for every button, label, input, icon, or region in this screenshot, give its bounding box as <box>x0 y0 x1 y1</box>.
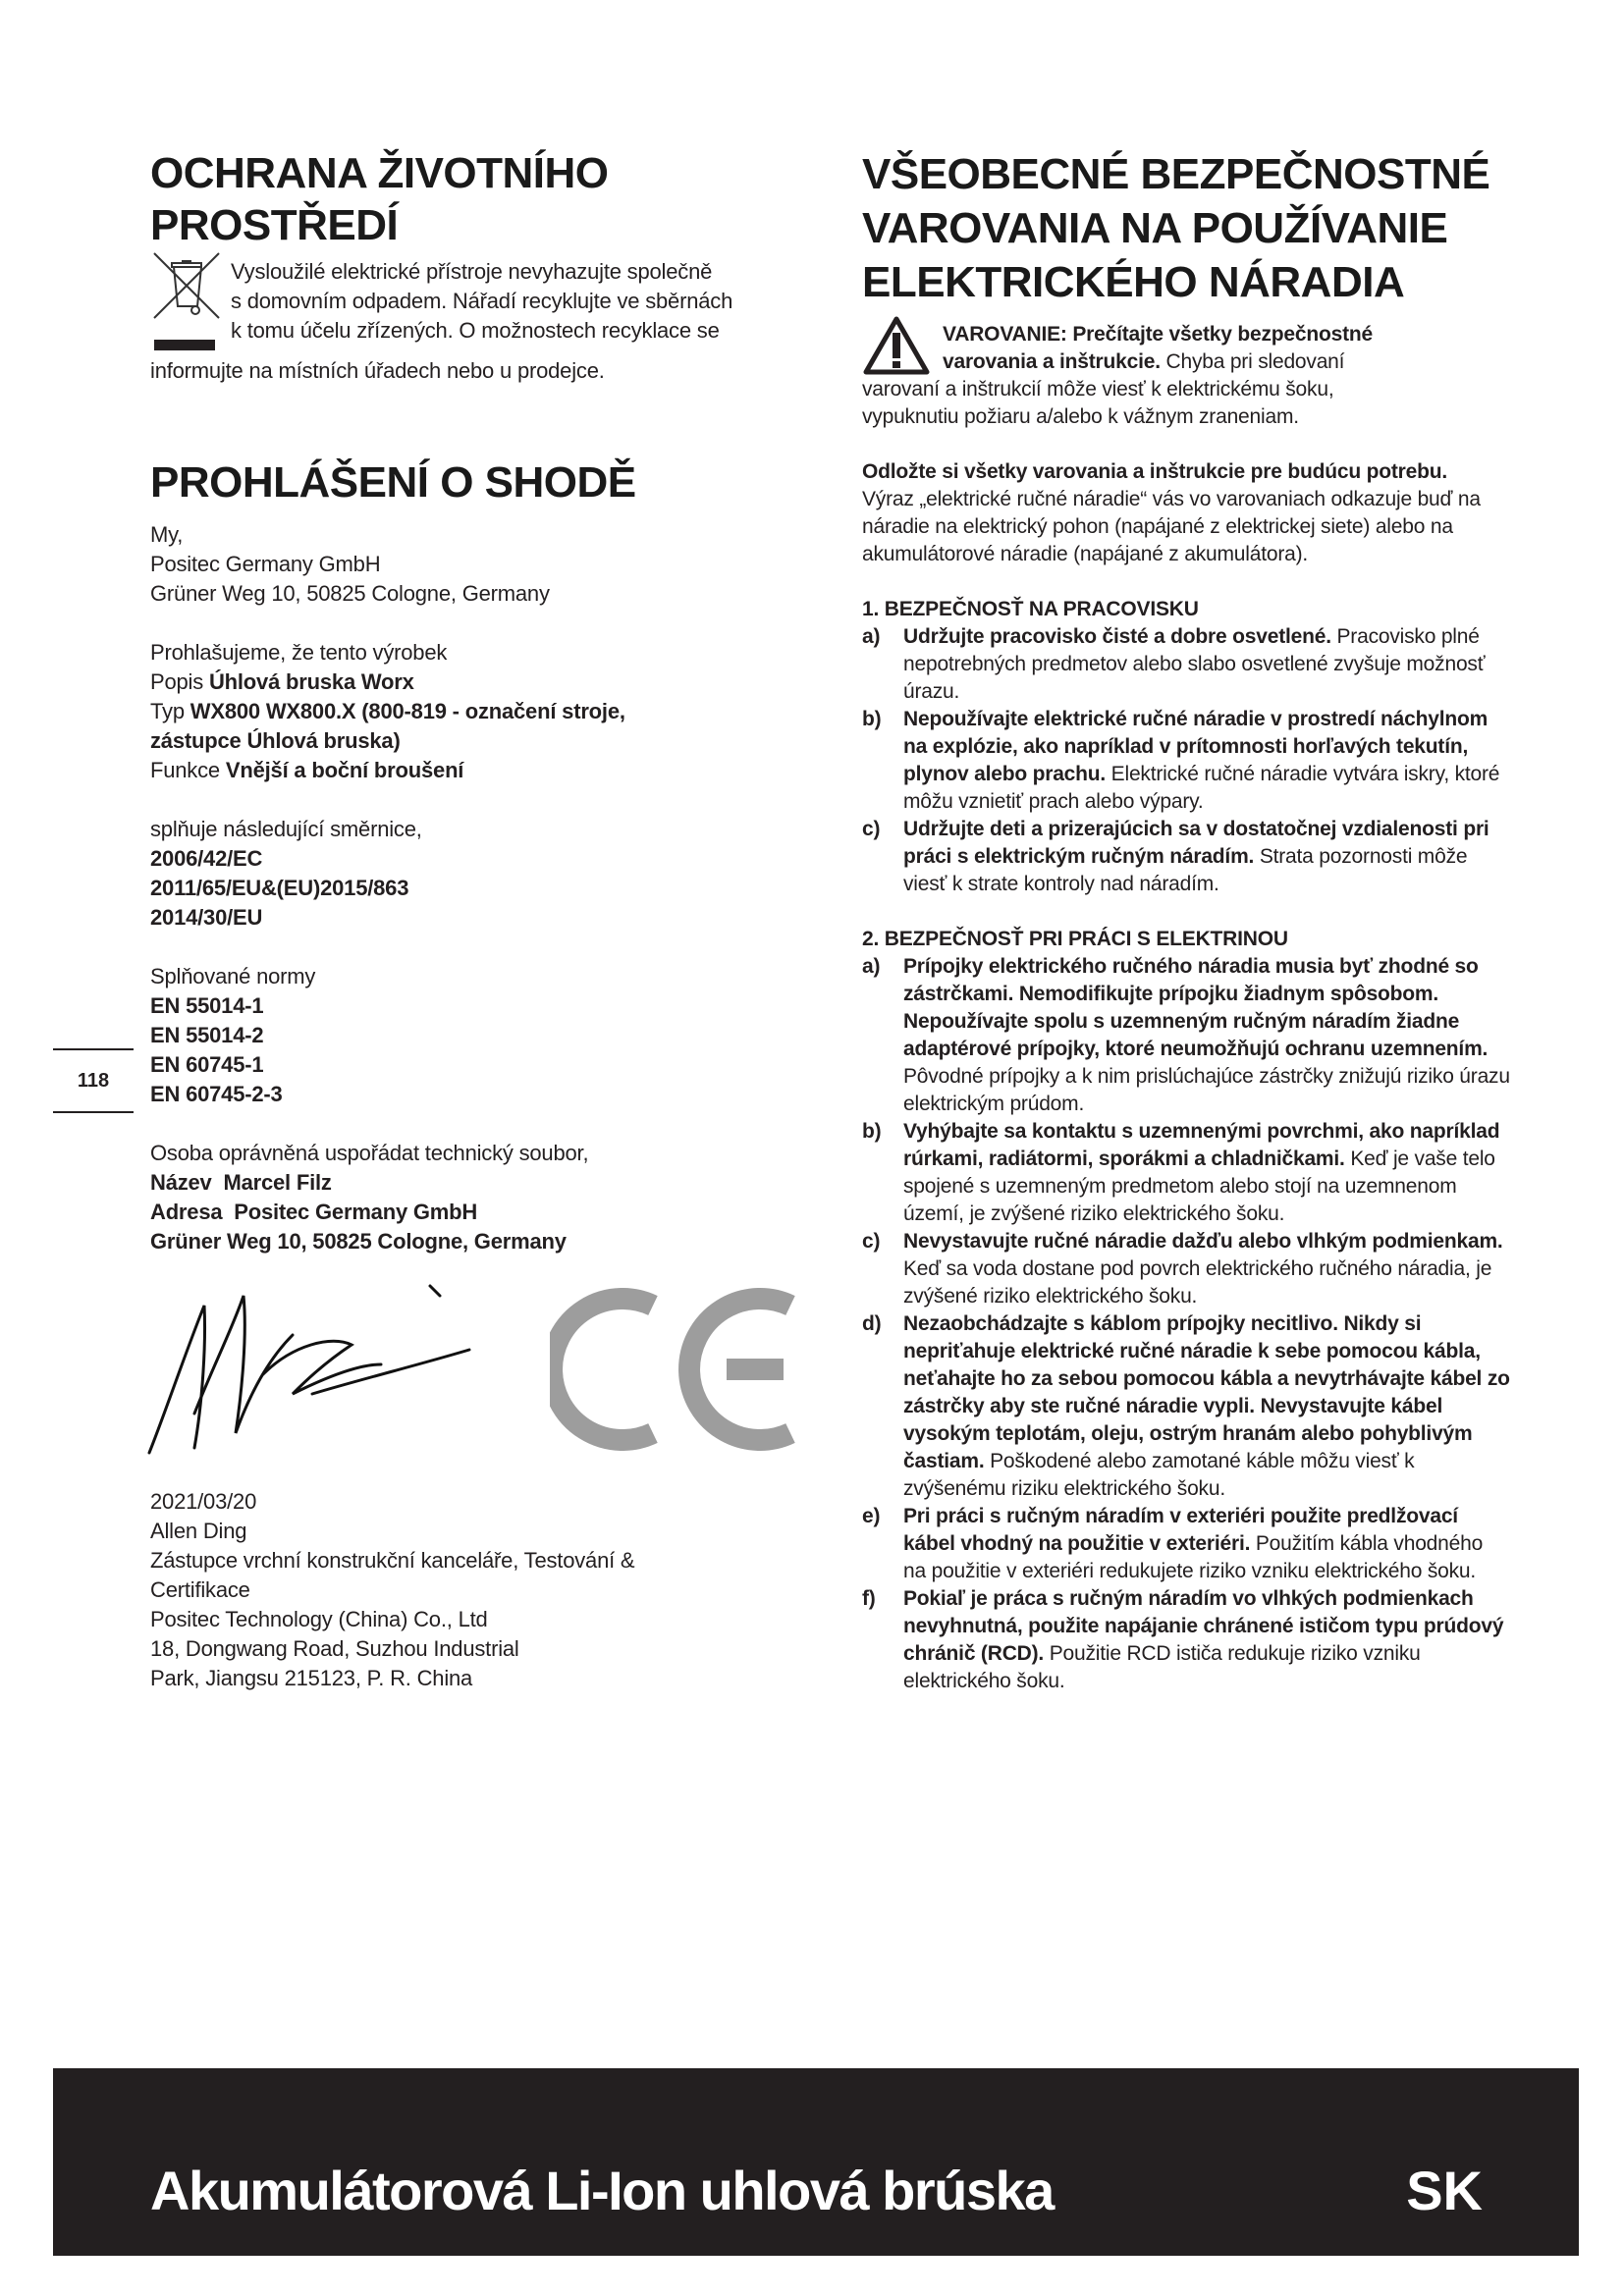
text-line: Splňované normy <box>150 964 316 988</box>
text-line: Osoba oprávněná uspořádat technický soubor, <box>150 1141 589 1165</box>
item-label: a) <box>862 955 881 978</box>
warning-title: VAROVANIE: Prečítajte všetky bezpečnostné <box>943 323 1373 346</box>
signer-address: Park, Jiangsu 215123, P. R. China <box>150 1666 473 1690</box>
label: Název <box>150 1170 212 1195</box>
signer-block <box>150 1487 634 1693</box>
signer-role: Zástupce vrchní konstrukční kanceláře, Testování & <box>150 1548 635 1573</box>
safety-item <box>862 1503 1510 1585</box>
item-text: Strata pozornosti môže viesť k strate kontroly nad náradím. <box>903 845 1468 895</box>
label: Popis <box>150 669 204 694</box>
label: Funkce <box>150 758 220 782</box>
left-column <box>150 147 828 1256</box>
heading-line: OCHRANA ŽIVOTNÍHO <box>150 149 609 197</box>
signer-address: 18, Dongwang Road, Suzhou Industrial <box>150 1636 519 1661</box>
safety-sections <box>862 596 1510 1695</box>
footer-band <box>53 2068 1579 2256</box>
standard: EN 55014-1 <box>150 993 264 1018</box>
safety-item <box>862 1585 1510 1695</box>
name-row <box>150 1168 828 1198</box>
item-text: Keď je vaše telo spojené s uzemneným predmetom alebo stojí na uzemnenom území, je zvýšené riziko elektrického šoku. <box>903 1148 1495 1225</box>
text-line: k tomu účelu zřízených. O možnostech recyklace se <box>231 318 720 343</box>
standard: EN 55014-2 <box>150 1023 264 1047</box>
warning-title: varovania a inštrukcie. <box>943 350 1161 373</box>
product-title: Akumulátorová Li-Ion uhlová brúska <box>150 2160 1054 2221</box>
warning-triangle-icon <box>862 315 931 376</box>
item-text: Použitím kábla vhodného na použitie v exteriéri redukujete riziko vzniku elektrického šoku. <box>903 1532 1484 1582</box>
item-label: d) <box>862 1312 882 1335</box>
item-bold-text: Pri práci s ručným náradím v exteriéri použite predlžovací kábel vhodný na použitie v exteriéri. <box>903 1505 1458 1555</box>
ce-mark-icon <box>550 1276 805 1463</box>
signer-name: Allen Ding <box>150 1519 247 1543</box>
warning-text: vypuknutiu požiaru a/alebo k vážnym zraneniam. <box>862 405 1299 428</box>
safety-item <box>862 953 1510 1118</box>
text-line: My, <box>150 522 184 547</box>
weee-bar <box>154 340 215 350</box>
directive: 2011/65/EU&(EU)2015/863 <box>150 876 409 900</box>
keep-instructions: Odložte si všetky varovania a inštrukcie pre budúcu potrebu. <box>862 460 1448 483</box>
section-title: 2. BEZPEČNOSŤ PRI PRÁCI S ELEKTRINOU <box>862 928 1288 950</box>
declaration-body <box>150 520 828 1256</box>
item-text: Poškodené alebo zamotané káble môžu viesť k zvýšenému riziku elektrického šoku. <box>903 1450 1415 1500</box>
item-bold-text: Udržujte deti a prizerajúcich sa v dostatočnej vzdialenosti pri práci s elektrickým ručným náradím. <box>903 818 1489 868</box>
signer-role: Certifikace <box>150 1577 250 1602</box>
value: Úhlová bruska Worx <box>208 669 414 694</box>
heading-line: VŠEOBECNÉ BEZPEČNOSTNÉ <box>862 150 1490 198</box>
safety-item <box>862 706 1510 816</box>
directive: 2014/30/EU <box>150 905 263 930</box>
weee-bin-icon <box>150 251 223 320</box>
item-label: f) <box>862 1587 876 1610</box>
text-line: Grüner Weg 10, 50825 Cologne, Germany <box>150 581 550 606</box>
item-label: a) <box>862 625 881 648</box>
value: WX800 WX800.X (800-819 - označení stroje, <box>189 699 625 723</box>
safety-heading <box>862 147 1510 309</box>
item-label: c) <box>862 818 881 840</box>
item-bold-text: Vyhýbajte sa kontaktu s uzemnenými povrchmi, ako napríklad rúrkami, radiátormi, sporákmi a chladničkami. <box>903 1120 1500 1170</box>
term-definition: Výraz „elektrické ručné náradie“ vás vo varovaniach odkazuje buď na náradie na elektrický pohon (napájané z elektrickej siete) alebo na akumulátorové náradie (napájané z akumulátora). <box>862 488 1481 565</box>
warning-text: Chyba pri sledovaní <box>1160 350 1345 373</box>
ce-mark <box>550 1276 805 1463</box>
signer-company: Positec Technology (China) Co., Ltd <box>150 1607 488 1631</box>
text-line: Prohlašujeme, že tento výrobek <box>150 640 448 665</box>
item-label: b) <box>862 1120 882 1143</box>
right-column <box>862 147 1510 1695</box>
item-label: c) <box>862 1230 881 1253</box>
text-line: informujte na místních úřadech nebo u prodejce. <box>150 358 605 383</box>
warning-text: varovaní a inštrukcií môže viesť k elektrickému šoku, <box>862 378 1334 400</box>
declaration-heading: PROHLÁŠENÍ O SHODĚ <box>150 458 636 507</box>
item-text: Elektrické ručné náradie vytvára iskry, ktoré môžu vznietiť prach alebo výpary. <box>903 763 1500 813</box>
label: Adresa <box>150 1200 223 1224</box>
language-code: SK <box>1406 2160 1483 2221</box>
safety-item <box>862 1118 1510 1228</box>
item-text: Keď sa voda dostane pod povrch elektrického ručného náradia, je zvýšené riziko elektrického šoku. <box>903 1257 1492 1308</box>
weee-block <box>150 251 828 374</box>
item-text: Použitie RCD ističa redukuje riziko vzniku elektrického šoku. <box>903 1642 1421 1692</box>
safety-item <box>862 623 1510 706</box>
function-row <box>150 756 828 785</box>
warning-block <box>862 315 1510 431</box>
item-bold-text: Nezaobchádzajte s káblom prípojky necitlivo. Nikdy si nepriťahuje elektrické ručné náradie k sebe pomocou kábla, neťahajte ho za sebou pomocou kábla a nevytrhávajte kábel zo zástrčky aby ste ručné náradie vypli. Nevystavujte kábel vysokým teplotám, oleju, ostrým hranám alebo pohyblivým častiam. <box>903 1312 1510 1472</box>
directive: 2006/42/EC <box>150 846 263 871</box>
value: Vnější a boční broušení <box>225 758 464 782</box>
value: Grüner Weg 10, 50825 Cologne, Germany <box>150 1229 567 1254</box>
text-line: Positec Germany GmbH <box>150 552 381 576</box>
signature-image <box>145 1266 499 1463</box>
section-title: 1. BEZPEČNOSŤ NA PRACOVISKU <box>862 598 1199 620</box>
heading-line: PROSTŘEDÍ <box>150 201 399 249</box>
safety-item <box>862 1228 1510 1310</box>
description-row <box>150 667 828 697</box>
value: Marcel Filz <box>223 1170 332 1195</box>
heading-line: VAROVANIA NA POUŽÍVANIE <box>862 204 1448 252</box>
item-bold-text: Udržujte pracovisko čisté a dobre osvetlené. <box>903 625 1331 648</box>
value: Positec Germany GmbH <box>234 1200 478 1224</box>
item-bold-text: Pokiaľ je práca s ručným náradím vo vlhkých podmienkach nevyhnutná, použite napájanie chránené ističom typu prúdový chránič (RCD). <box>903 1587 1504 1665</box>
text-line: splňuje následující směrnice, <box>150 817 422 841</box>
standard: EN 60745-1 <box>150 1052 264 1077</box>
label: Typ <box>150 699 185 723</box>
text-line: Vysloužilé elektrické přístroje nevyhazujte společně <box>231 259 713 284</box>
address-row <box>150 1198 828 1227</box>
type-row <box>150 697 828 726</box>
environment-heading <box>150 147 828 251</box>
safety-item <box>862 1310 1510 1503</box>
value: zástupce Úhlová bruska) <box>150 728 401 753</box>
standard: EN 60745-2-3 <box>150 1082 283 1106</box>
text-line: s domovním odpadem. Nářadí recyklujte ve sběrnách <box>231 289 733 313</box>
item-bold-text: Prípojky elektrického ručného náradia musia byť zhodné so zástrčkami. Nemodifikujte prípojku žiadnym spôsobom. Nepoužívajte spolu s uzemneným ručným náradím žiadne adaptérové prípojky, ktoré neumožňujú ochranu uzemnením. <box>903 955 1489 1060</box>
item-label: e) <box>862 1505 881 1527</box>
safety-item <box>862 816 1510 898</box>
date: 2021/03/20 <box>150 1489 257 1514</box>
item-label: b) <box>862 708 882 730</box>
item-text: Pôvodné prípojky a k nim prislúchajúce zástrčky znižujú riziko úrazu elektrickým prúdom. <box>903 1065 1510 1115</box>
page-number: 118 <box>53 1048 134 1113</box>
heading-line: ELEKTRICKÉHO NÁRADIA <box>862 258 1405 306</box>
item-bold-text: Nevystavujte ručné náradie dažďu alebo vlhkým podmienkam. <box>903 1230 1503 1253</box>
item-text: Pracovisko plné nepotrebných predmetov alebo slabo osvetlené zvyšuje možnosť úrazu. <box>903 625 1486 703</box>
item-bold-text: Nepoužívajte elektrické ručné náradie v prostredí náchylnom na explózie, ako napríklad v prítomnosti horľavých tekutín, plynov alebo prachu. <box>903 708 1489 785</box>
environment-text <box>231 257 732 346</box>
